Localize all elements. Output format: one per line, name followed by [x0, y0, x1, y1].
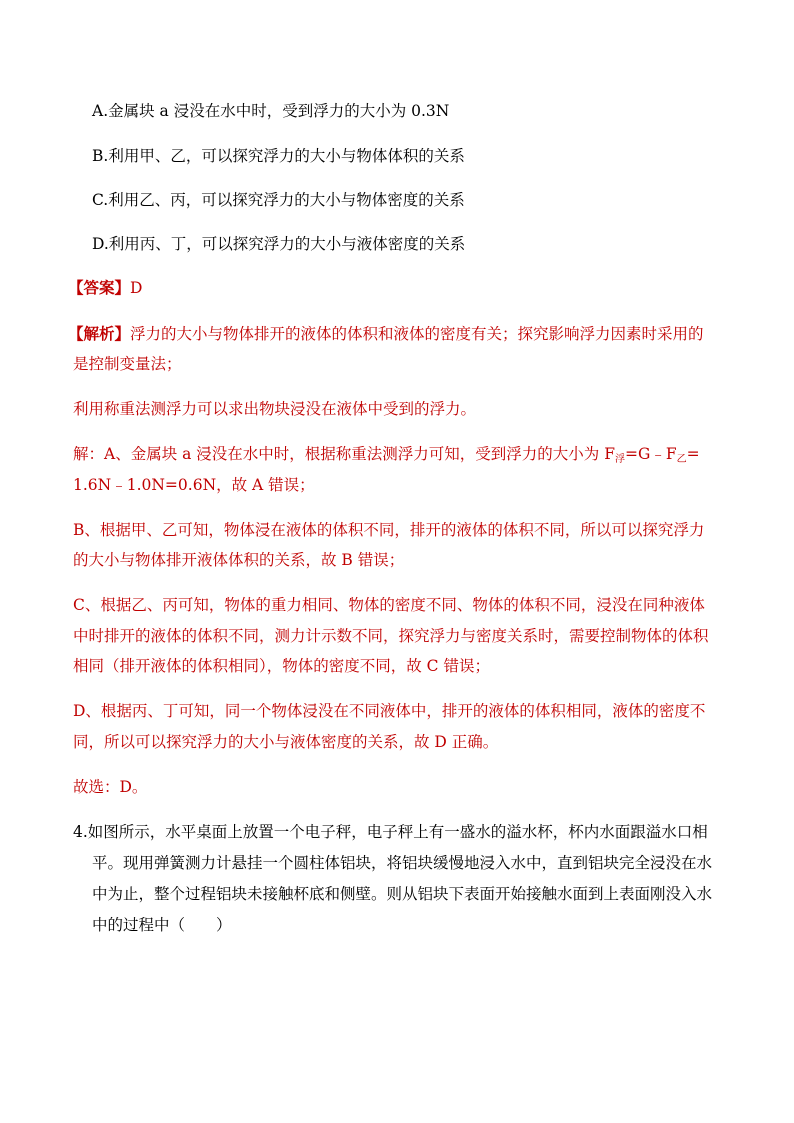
solution-conclusion: 故选：D。: [73, 778, 148, 796]
option-d: D.利用丙、丁，可以探究浮力的大小与液体密度的关系: [92, 235, 466, 253]
question-4-line-2: 平。现用弹簧测力计悬挂一个圆柱体铝块，将铝块缓慢地浸入水中，直到铝块完全浸没在水: [92, 854, 713, 872]
analysis-line-2: 是控制变量法；: [73, 355, 182, 373]
solution-a-text: 解：A、金属块 a 浸没在水中时，根据称重法测浮力可知，受到浮力的大小为 F: [73, 445, 615, 463]
analysis-label: 【解析】: [68, 324, 131, 343]
solution-d-line-2: 同，所以可以探究浮力的大小与液体密度的关系，故 D 正确。: [73, 733, 499, 751]
option-a: A.金属块 a 浸没在水中时，受到浮力的大小为 0.3N: [92, 102, 450, 120]
solution-c-line-2: 中时排开的液体的体积不同，测力计示数不同，探究浮力与密度关系时，需要控制物体的体积: [73, 627, 709, 645]
question-4-line-1: 4.如图所示，水平桌面上放置一个电子秤，电子秤上有一盛水的溢水杯，杯内水面跟溢水口相: [73, 823, 708, 841]
solution-c-line-3: 相同（排开液体的体积相同），物体的密度不同，故 C 错误；: [73, 657, 490, 675]
answer-line: [68, 278, 718, 298]
solution-b-line-2: 的大小与物体排开液体体积的关系，故 B 错误；: [73, 551, 405, 569]
solution-a-line-1: [73, 444, 723, 464]
answer-label: 【答案】: [68, 278, 131, 297]
analysis-line-3: 利用称重法测浮力可以求出物块浸没在液体中受到的浮力。: [73, 400, 477, 418]
subscript-float: 浮: [614, 454, 625, 465]
question-4-line-3: 中为止，整个过程铝块未接触杯底和侧壁。则从铝块下表面开始接触水面到上表面刚没入水: [92, 885, 713, 903]
solution-b-line-1: B、根据甲、乙可知，物体浸在液体的体积不同，排开的液体的体积不同，所以可以探究浮力: [73, 521, 705, 539]
analysis-line-1: [68, 324, 718, 344]
option-b: B.利用甲、乙，可以探究浮力的大小与物体体积的关系: [92, 147, 465, 165]
question-4-line-4: 中的过程中（ ）: [92, 916, 232, 934]
answer-value: D: [130, 279, 143, 297]
solution-a-mid: =G﹣F: [624, 445, 677, 463]
analysis-text-1: 浮力的大小与物体排开的液体的体积和液体的密度有关；探究影响浮力因素时采用的: [130, 325, 704, 343]
subscript-yi: 乙: [676, 454, 687, 465]
solution-a-line-2: 1.6N﹣1.0N=0.6N，故 A 错误；: [73, 476, 315, 494]
solution-a-end: =: [686, 445, 700, 463]
solution-d-line-1: D、根据丙、丁可知，同一个物体浸没在不同液体中，排开的液体的体积相同，液体的密度不: [73, 702, 706, 720]
option-c: C.利用乙、丙，可以探究浮力的大小与物体密度的关系: [92, 191, 465, 209]
solution-c-line-1: C、根据乙、丙可知，物体的重力相同、物体的密度不同、物体的体积不同，浸没在同种液体: [73, 596, 705, 614]
